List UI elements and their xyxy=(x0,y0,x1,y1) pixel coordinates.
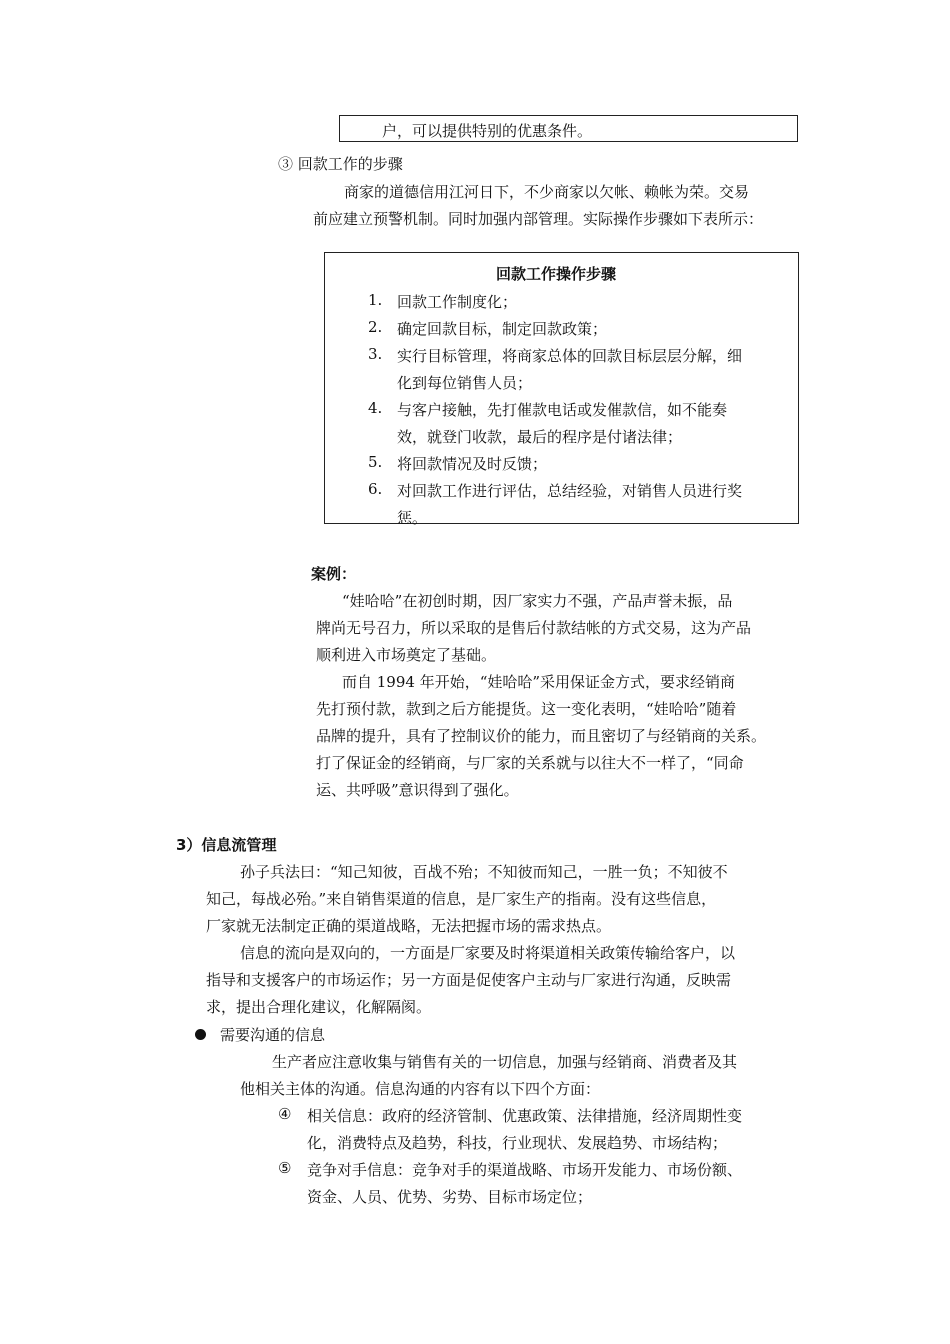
step-text: 实行目标管理，将商家总体的回款目标层层分解，细 xyxy=(397,347,743,365)
info-line: 信息的流向是双向的，一方面是厂家要及时将渠道相关政策传输给客户，以 xyxy=(240,944,736,962)
bullet-para-line: 他相关主体的沟通。信息沟通的内容有以下四个方面： xyxy=(240,1080,601,1098)
step-text: 化到每位销售人员； xyxy=(397,374,533,392)
step-text: 惩。 xyxy=(397,509,428,527)
info-line: 知己，每战必殆。”来自销售渠道的信息，是厂家生产的指南。没有这些信息， xyxy=(206,890,717,908)
case-line: 顺利进入市场奠定了基础。 xyxy=(316,646,497,664)
step-text: 确定回款目标，制定回款政策； xyxy=(397,320,608,338)
section-heading-repay: ③ 回款工作的步骤 xyxy=(278,155,403,173)
case-label: 案例： xyxy=(311,565,357,583)
paragraph-line: 前应建立预警机制。同时加强内部管理。实际操作步骤如下表所示： xyxy=(313,210,764,228)
info-item-number: ④ xyxy=(278,1105,292,1123)
case-line: 品牌的提升，具有了控制议价的能力，而且密切了与经销商的关系。 xyxy=(316,727,767,745)
top-box-text: 户，可以提供特别的优惠条件。 xyxy=(382,122,593,140)
case-line: 而自 1994 年开始，“娃哈哈”采用保证金方式，要求经销商 xyxy=(342,673,736,691)
info-item-text: 资金、人员、优势、劣势、目标市场定位； xyxy=(307,1188,593,1206)
case-line: 先打预付款，款到之后方能提货。这一变化表明，“娃哈哈”随着 xyxy=(316,700,737,718)
case-line: 运、共呼吸”意识得到了强化。 xyxy=(316,781,519,799)
info-line: 厂家就无法制定正确的渠道战略，无法把握市场的需求热点。 xyxy=(206,917,612,935)
info-item-text: 相关信息：政府的经济管制、优惠政策、法律措施，经济周期性变 xyxy=(307,1107,743,1125)
step-number: 5. xyxy=(368,453,383,471)
step-number: 2. xyxy=(368,318,383,336)
info-line: 求，提出合理化建议，化解隔阂。 xyxy=(206,998,432,1016)
step-number: 4. xyxy=(368,399,383,417)
step-text: 对回款工作进行评估，总结经验，对销售人员进行奖 xyxy=(397,482,743,500)
section-heading-info-flow: 3）信息流管理 xyxy=(176,836,277,854)
info-item-number: ⑤ xyxy=(278,1159,292,1177)
bullet-heading: 需要沟通的信息 xyxy=(220,1026,326,1044)
step-number: 3. xyxy=(368,345,383,363)
steps-table-title: 回款工作操作步骤 xyxy=(496,265,617,283)
info-item-text: 化，消费特点及趋势，科技，行业现状、发展趋势、市场结构； xyxy=(307,1134,728,1152)
paragraph-line: 商家的道德信用江河日下，不少商家以欠帐、赖帐为荣。交易 xyxy=(344,183,750,201)
step-text: 效，就登门收款，最后的程序是付诸法律； xyxy=(397,428,683,446)
step-number: 6. xyxy=(368,480,383,498)
info-line: 孙子兵法曰：“知己知彼，百战不殆；不知彼而知己，一胜一负；不知彼不 xyxy=(240,863,728,881)
case-line: 牌尚无号召力，所以采取的是售后付款结帐的方式交易，这为产品 xyxy=(316,619,752,637)
info-line: 指导和支援客户的市场运作；另一方面是促使客户主动与厂家进行沟通，反映需 xyxy=(206,971,732,989)
info-item-text: 竞争对手信息：竞争对手的渠道战略、市场开发能力、市场份额、 xyxy=(307,1161,743,1179)
step-text: 与客户接触，先打催款电话或发催款信，如不能奏 xyxy=(397,401,728,419)
bullet-para-line: 生产者应注意收集与销售有关的一切信息，加强与经销商、消费者及其 xyxy=(272,1053,738,1071)
step-text: 回款工作制度化； xyxy=(397,293,518,311)
case-line: 打了保证金的经销商，与厂家的关系就与以往大不一样了，“同命 xyxy=(316,754,744,772)
step-number: 1. xyxy=(368,291,383,309)
step-text: 将回款情况及时反馈； xyxy=(397,455,548,473)
case-line: “娃哈哈”在初创时期，因厂家实力不强，产品声誉未振，品 xyxy=(342,592,733,610)
bullet-dot-icon xyxy=(195,1029,206,1040)
